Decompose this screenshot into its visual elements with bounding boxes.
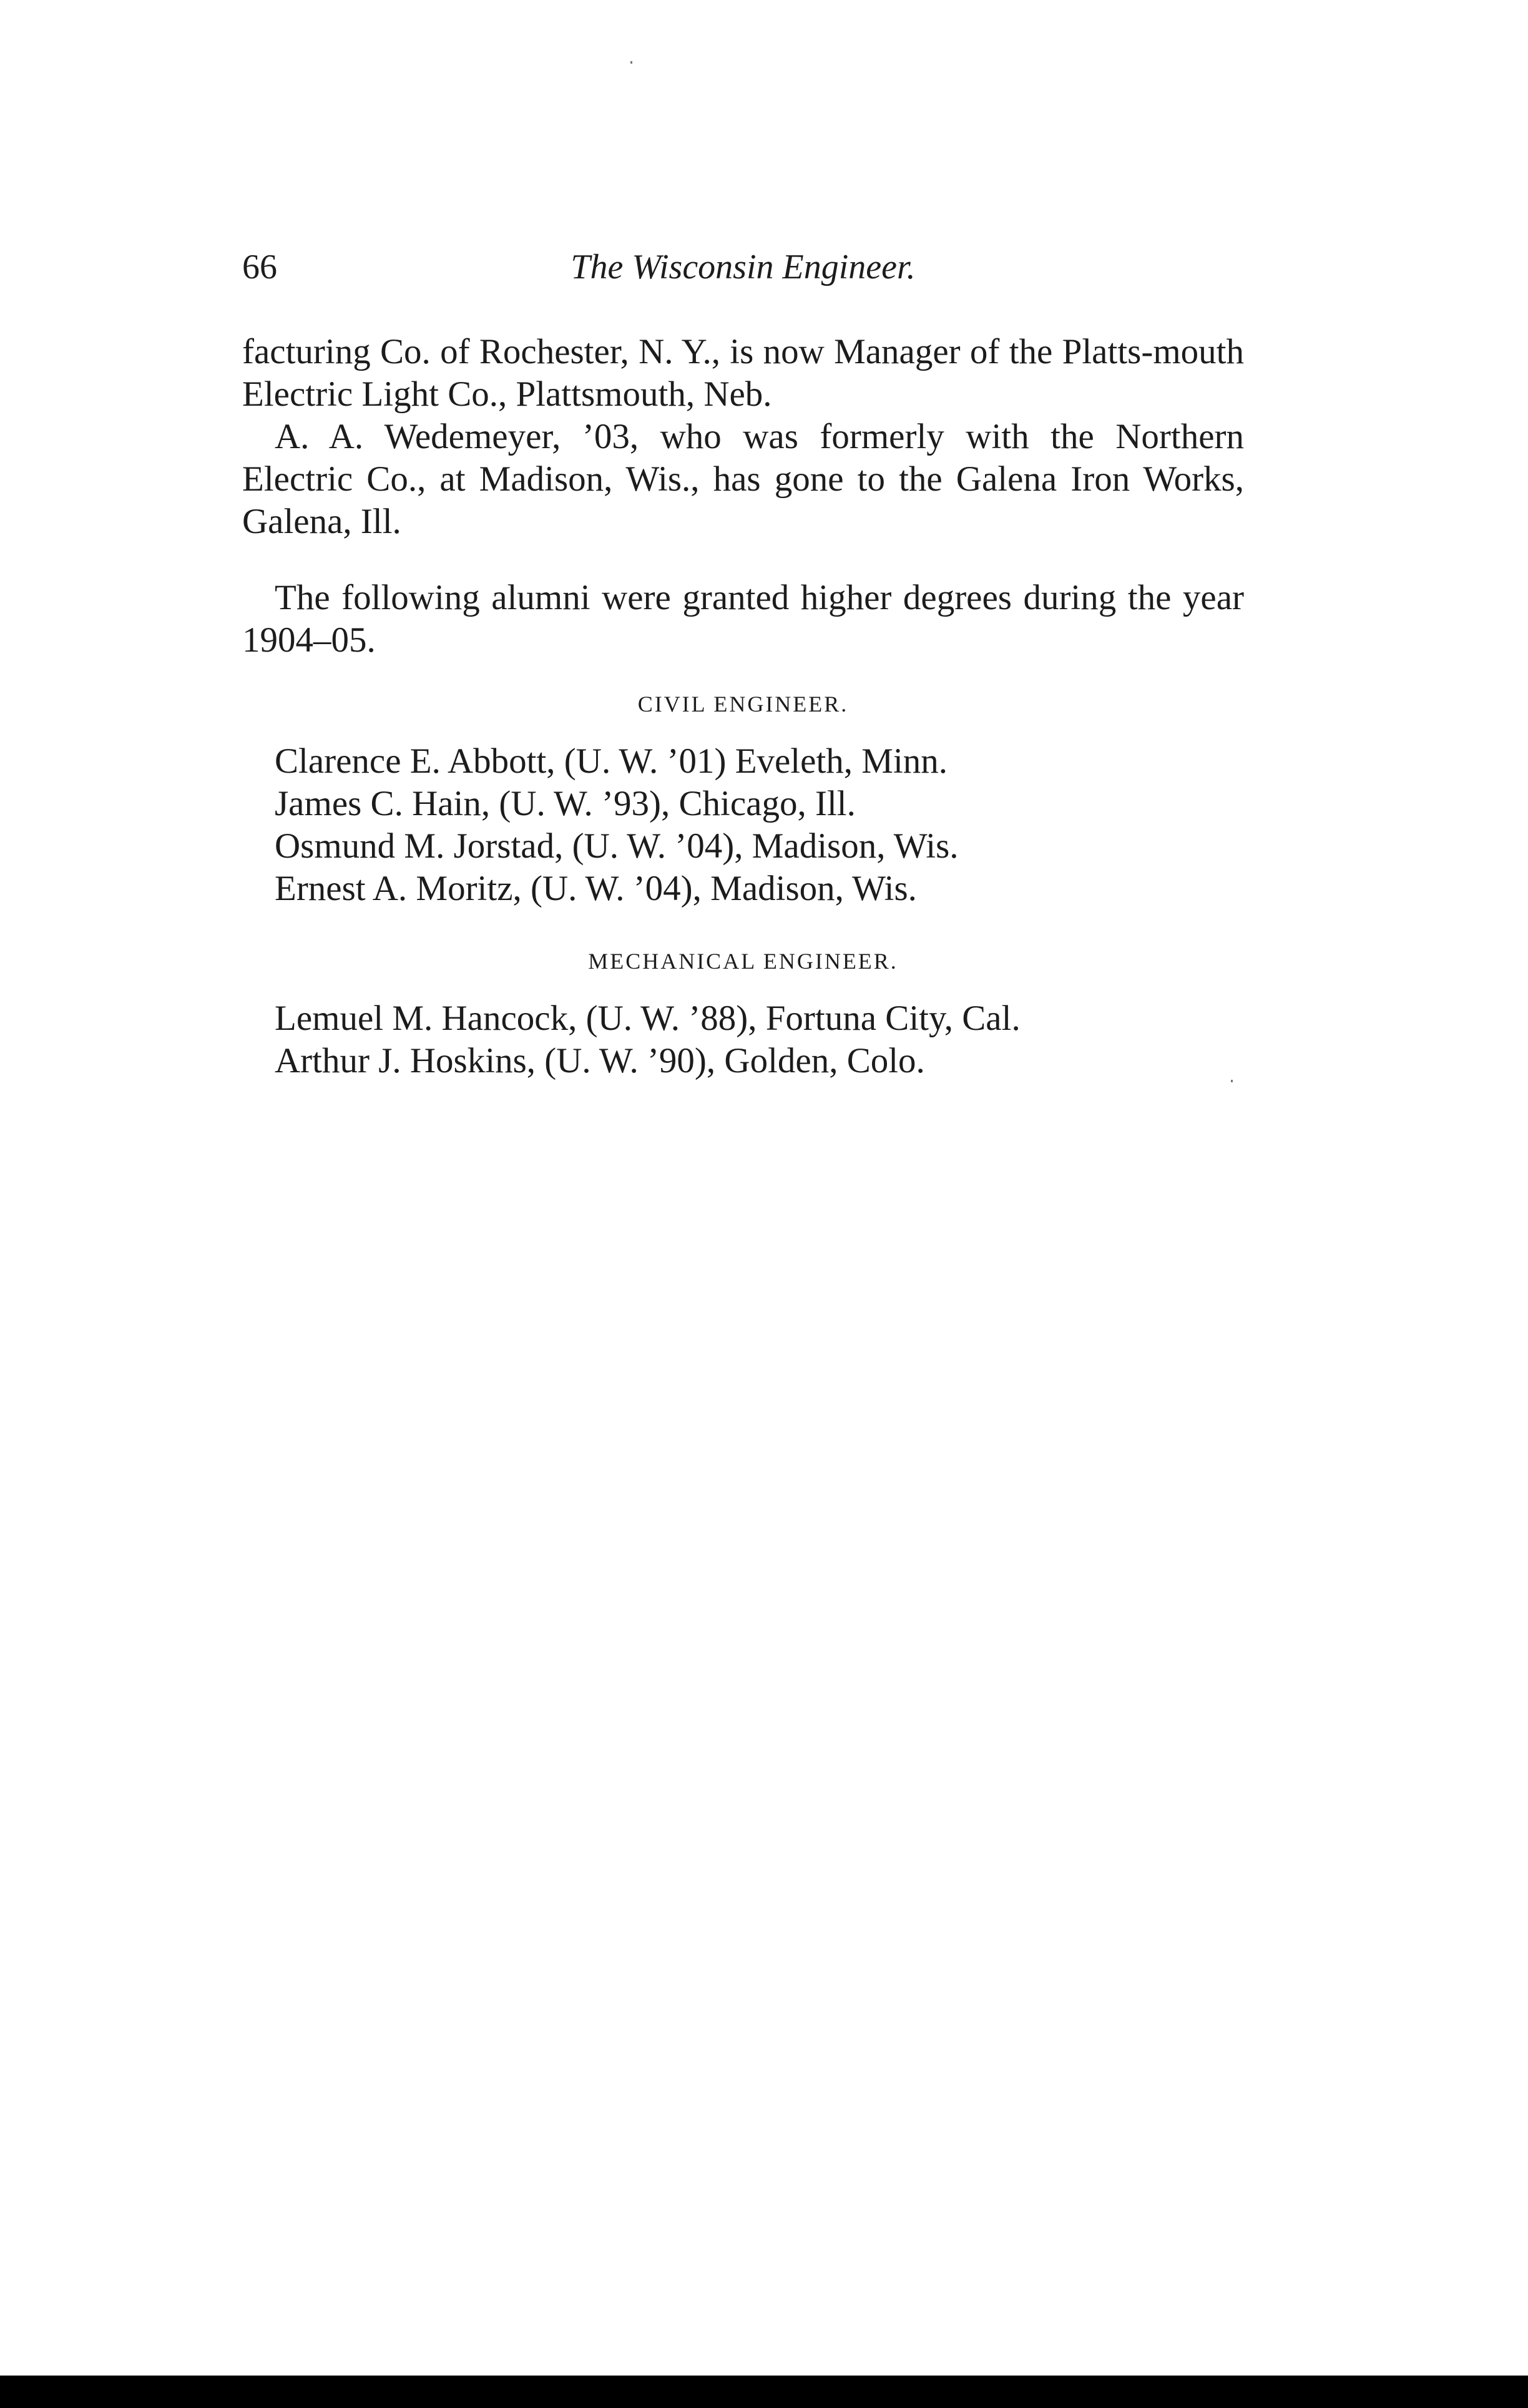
paragraph-higher-degrees: The following alumni were granted higher degrees during the year 1904–05. (242, 578, 1244, 660)
list-item: Osmund M. Jorstad, (U. W. ’04), Madison, Wis. (275, 826, 959, 866)
civil-engineer-list (242, 740, 1244, 910)
list-item: James C. Hain, (U. W. ’93), Chicago, Ill. (275, 784, 856, 823)
list-item: Arthur J. Hoskins, (U. W. ’90), Golden, Colo. (275, 1041, 925, 1080)
page-number: 66 (242, 248, 277, 286)
running-head (242, 242, 1244, 292)
paragraph-wedemeyer: A. A. Wedemeyer, ’03, who was formerly with the Northern Electric Co., at Madison, Wis., has gone to the Galena Iron Works, Galena, Ill. (242, 417, 1244, 541)
section-heading-mechanical: MECHANICAL ENGINEER. (588, 949, 898, 974)
section-heading-civil: CIVIL ENGINEER. (637, 692, 849, 717)
scan-bottom-border (0, 2376, 1528, 2408)
journal-title: The Wisconsin Engineer. (571, 248, 916, 286)
list-item: Ernest A. Moritz, (U. W. ’04), Madison, Wis. (275, 869, 917, 908)
mechanical-engineer-list (242, 997, 1244, 1082)
body-text (242, 331, 1244, 1082)
paragraph-continuation: facturing Co. of Rochester, N. Y., is now Manager of the Platts-mouth Electric Light Co., Plattsmouth, Neb. (242, 332, 1244, 414)
list-item: Clarence E. Abbott, (U. W. ’01) Eveleth, Minn. (275, 741, 948, 781)
list-item: Lemuel M. Hancock, (U. W. ’88), Fortuna City, Cal. (275, 999, 1021, 1038)
scan-speck (630, 61, 632, 64)
